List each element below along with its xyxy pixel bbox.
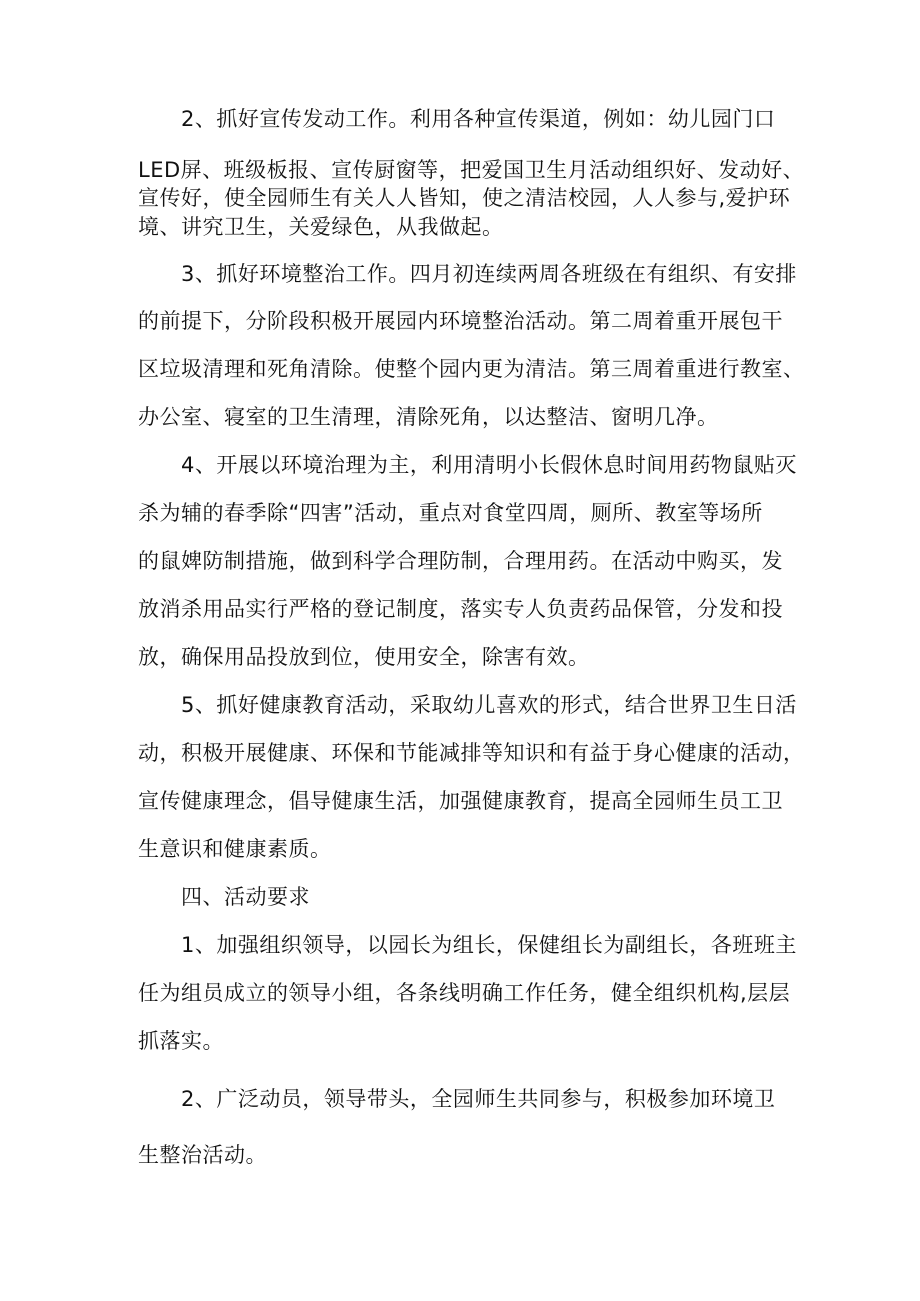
text-line: 的鼠婢防制措施，做到科学合理防制，合理用药。在活动中购买，发 xyxy=(138,549,783,573)
text-line: 抓落实。 xyxy=(138,1029,224,1053)
text-line: 生意识和健康素质。 xyxy=(138,837,332,861)
text-line: 动，积极开展健康、环保和节能减排等知识和有益于身心健康的活动， xyxy=(138,741,805,765)
text-line: 5、抓好健康教育活动，采取幼儿喜欢的形式，结合世界卫生日活 xyxy=(181,693,797,717)
text-line: 2、广泛动员，领导带头，全园师生共同参与，积极参加环境卫 xyxy=(181,1087,776,1111)
text-line: 杀为辅的春季除“四害”活动，重点对食堂四周，厕所、教室等场所 xyxy=(138,501,763,525)
text-line: 境、讲究卫生，关爱绿色，从我做起。 xyxy=(138,215,504,239)
text-line: 4、开展以环境治理为主，利用清明小长假休息时间用药物鼠贴灭 xyxy=(181,453,797,477)
text-line: 放，确保用品投放到位，使用安全，除害有效。 xyxy=(138,645,590,669)
text-line: 生整治活动。 xyxy=(138,1143,267,1167)
text-line: 2、抓好宣传发动工作。利用各种宣传渠道，例如：幼儿园门口 xyxy=(181,107,776,131)
text-line: 宣传好，使全园师生有关人人皆知，使之清洁校园，人人参与,爱护环 xyxy=(138,186,791,210)
text-line: 3、抓好环境整治工作。四月初连续两周各班级在有组织、有安排 xyxy=(181,262,797,286)
text-line: 办公室、寝室的卫生清理，清除死角，以达整洁、窗明几净。 xyxy=(138,405,719,429)
text-line: 放消杀用品实行严格的登记制度，落实专人负责药品保管，分发和投 xyxy=(138,597,783,621)
text-line: 区垃圾清理和死角清除。使整个园内更为清洁。第三周着重进行教室、 xyxy=(138,357,805,381)
text-line: 1、加强组织领导，以园长为组长，保健组长为副组长，各班班主 xyxy=(181,933,797,957)
text-line: 的前提下，分阶段积极开展园内环境整治活动。第二周着重开展包干 xyxy=(138,309,783,333)
text-line: 任为组员成立的领导小组，各条线明确工作任务，健全组织机构,层层 xyxy=(138,981,791,1005)
text-line: 宣传健康理念，倡导健康生活，加强健康教育，提高全园师生员工卫 xyxy=(138,789,783,813)
section-heading: 四、活动要求 xyxy=(181,885,310,909)
text-line: LED屏、班级板报、宣传厨窗等，把爱国卫生月活动组织好、发动好、 xyxy=(138,158,805,182)
